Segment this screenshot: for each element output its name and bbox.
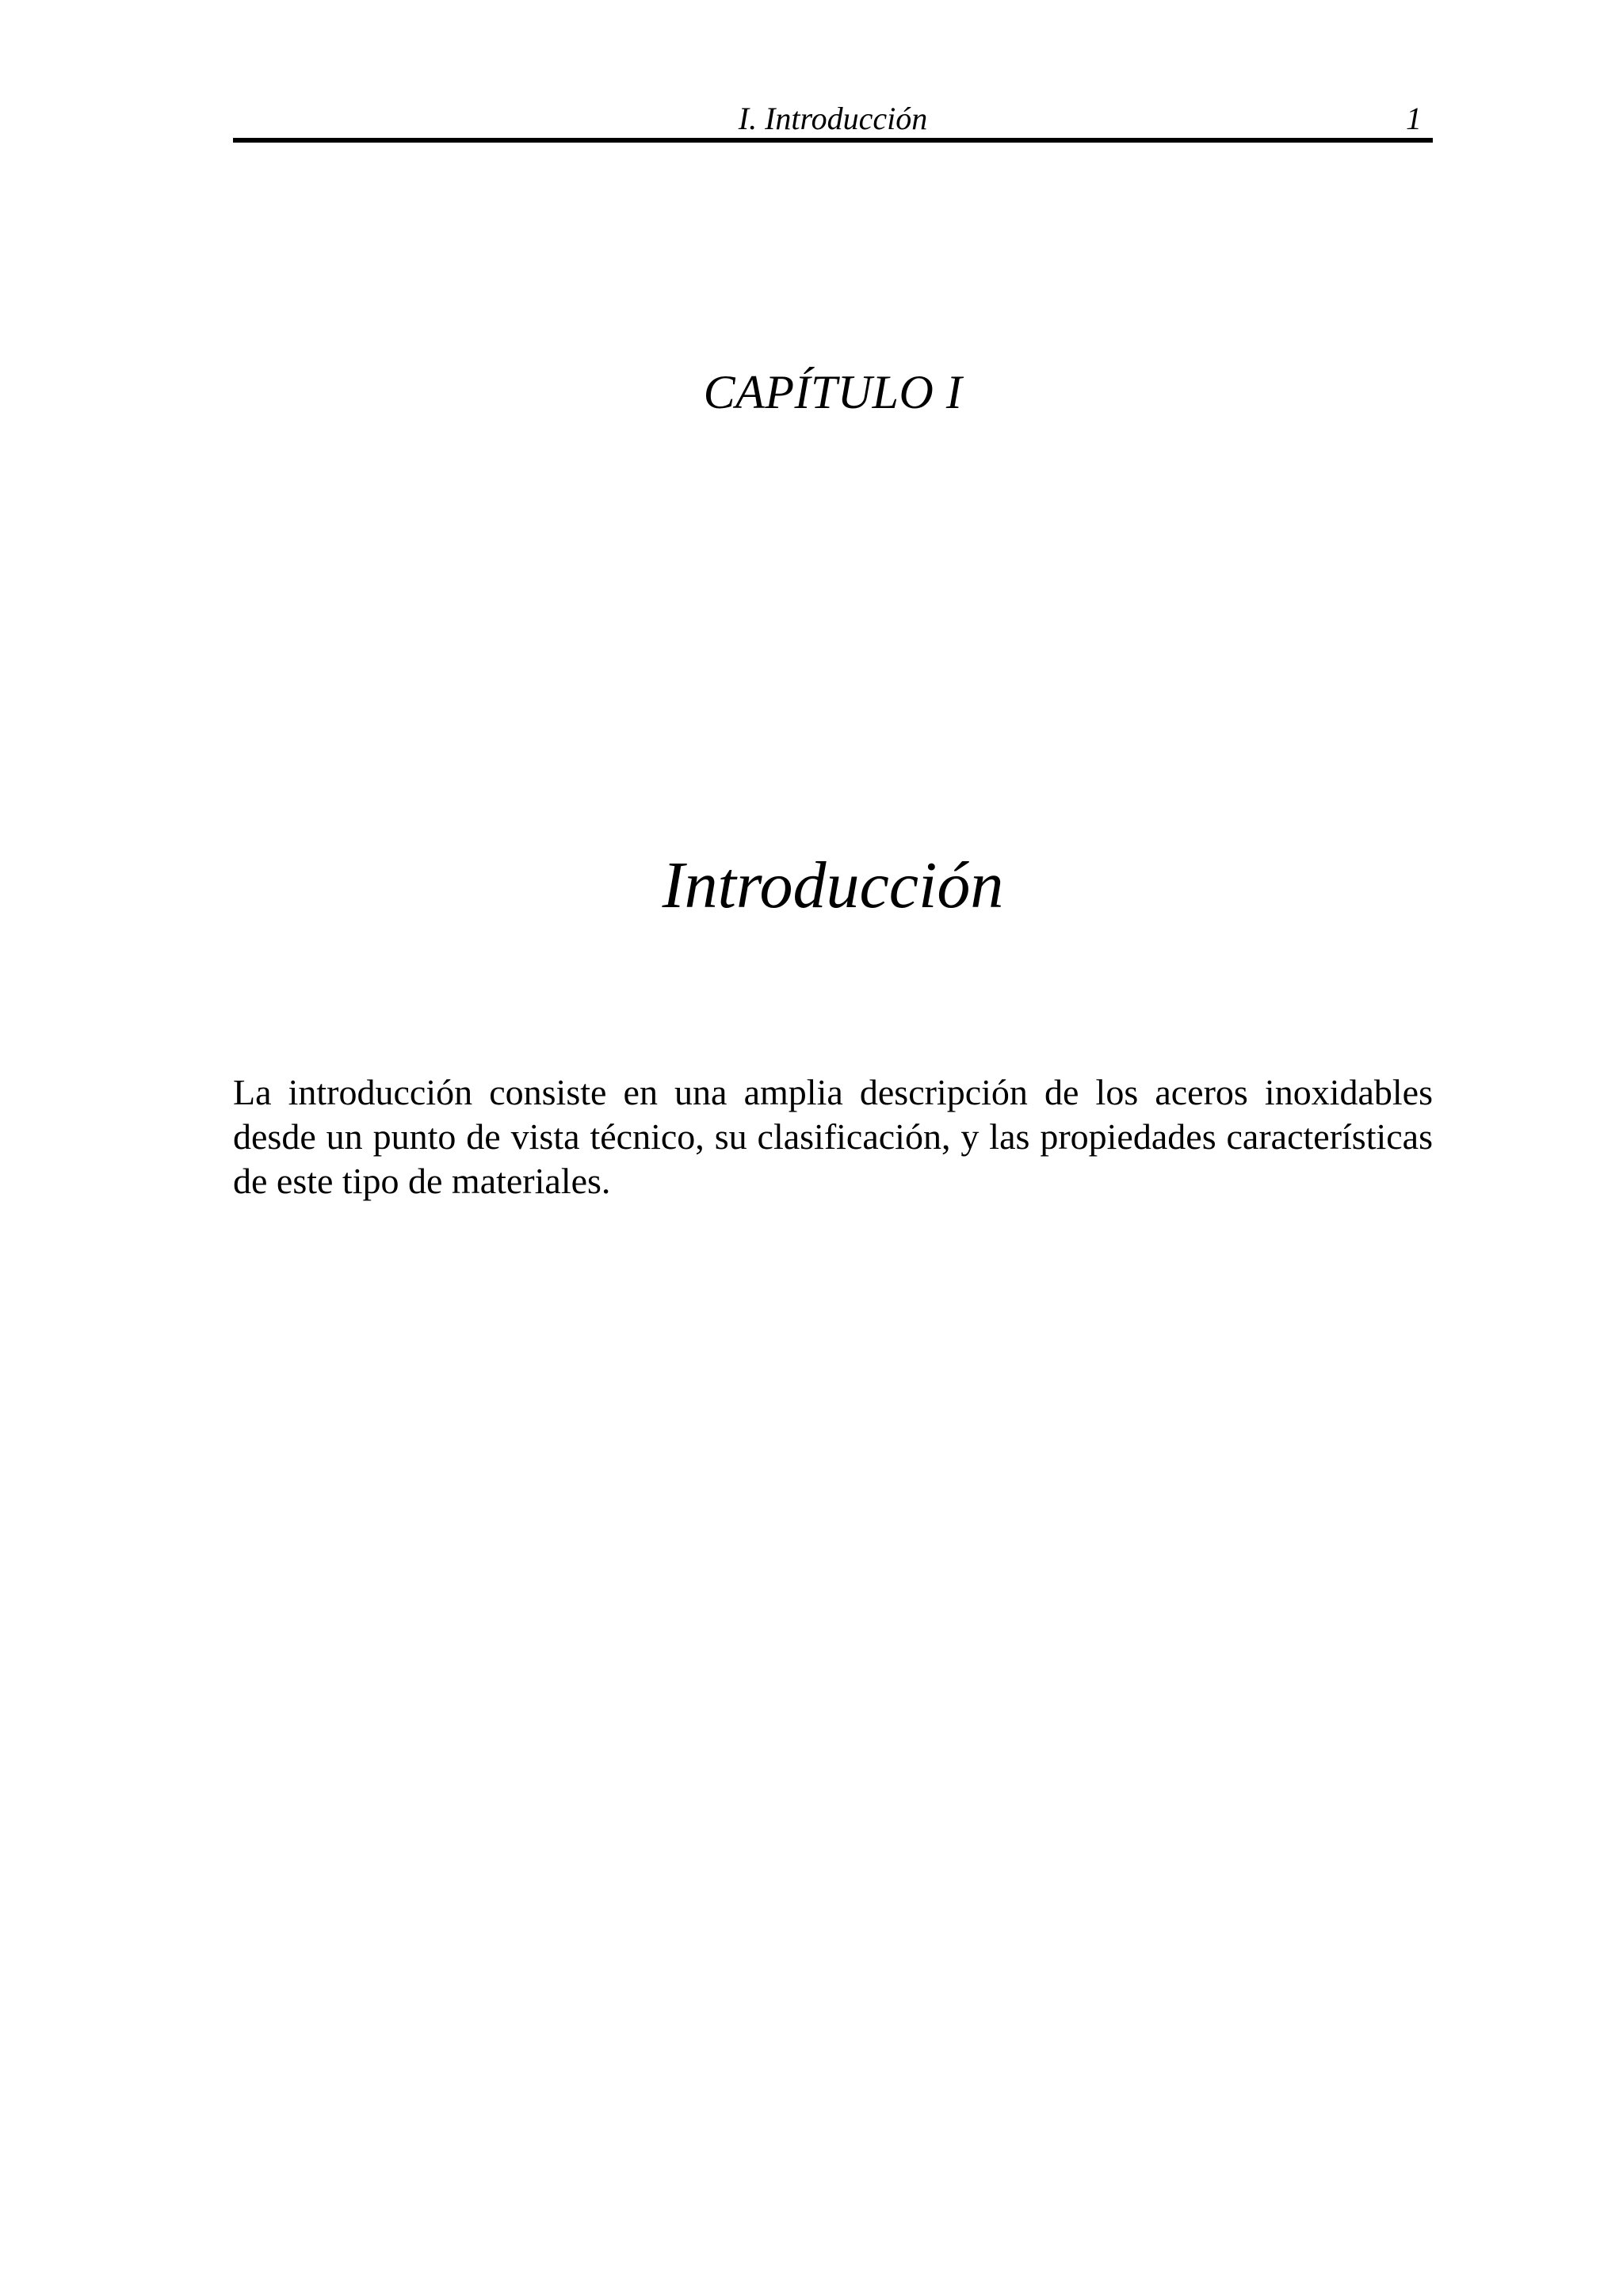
page-number: 1 — [1406, 101, 1422, 136]
running-header — [233, 93, 1433, 143]
chapter-label: CAPÍTULO I — [703, 366, 963, 418]
intro-paragraph: La introducción consiste en una amplia descripción de los aceros inoxidables desde un punto de vista técnico, su clasificación, y las propiedades características de este tipo de materiales. — [233, 1072, 1451, 1201]
running-header-title: I. Introducción — [738, 101, 928, 136]
chapter-title: Introducción — [662, 849, 1004, 922]
